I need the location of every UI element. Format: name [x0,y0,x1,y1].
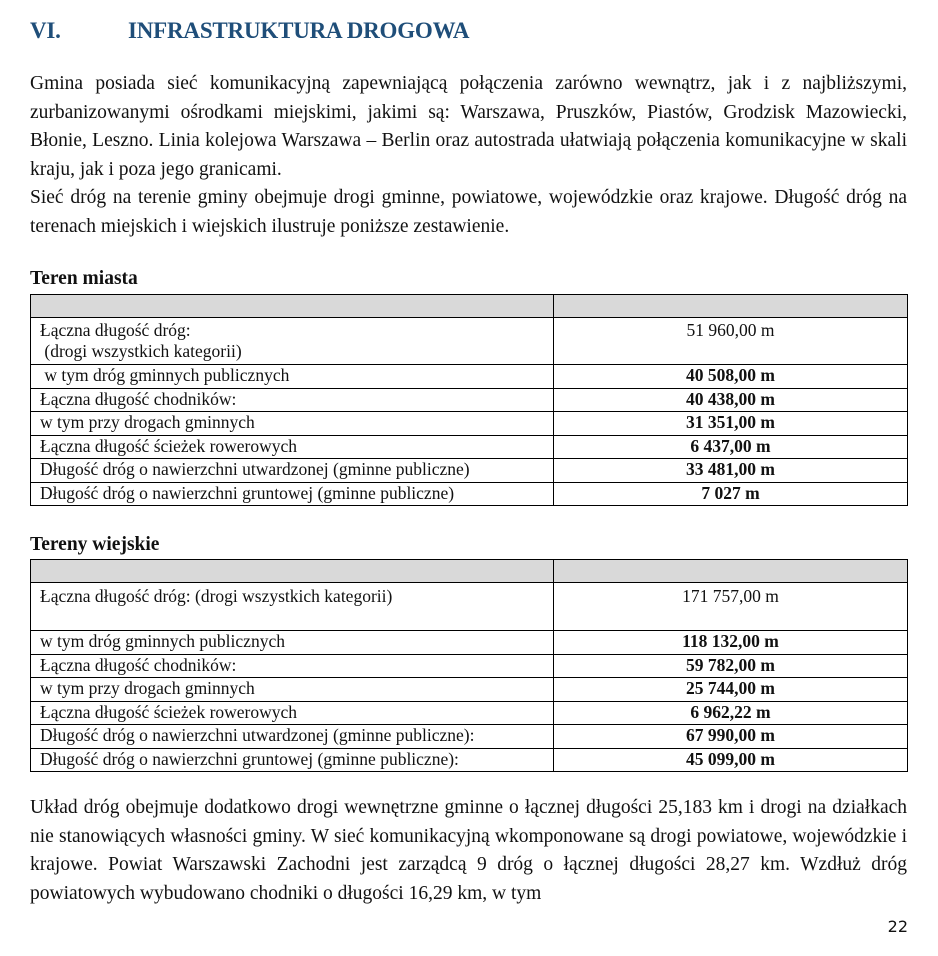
row-value: 118 132,00 m [554,631,908,655]
header-cell [554,560,908,583]
row-value: 7 027 m [554,482,908,506]
section-title: INFRASTRUKTURA DROGOWA [128,18,470,43]
table-header-row [31,560,908,583]
section-number: VI. [30,18,61,43]
row-value: 31 351,00 m [554,412,908,436]
page-number: 22 [887,917,908,936]
row-value: 33 481,00 m [554,459,908,483]
row-label-line-2: (drogi wszystkich kategorii) [40,341,242,361]
rural-roads-table [30,559,908,772]
table-row [31,459,908,483]
table-row [31,435,908,459]
row-label-line-1: Łączna długość dróg: [40,320,191,340]
row-label: w tym przy drogach gminnych [31,412,554,436]
row-label [31,318,554,365]
table-row [31,365,908,389]
table-row [31,678,908,702]
row-label: w tym dróg gminnych publicznych [31,365,554,389]
row-label: Łączna długość ścieżek rowerowych [31,701,554,725]
row-label: Długość dróg o nawierzchni utwardzonej (gminne publiczne) [31,459,554,483]
closing-text [30,794,907,908]
header-cell [554,295,908,318]
row-label: Łączna długość dróg: (drogi wszystkich kategorii) [31,583,554,631]
closing-paragraph: Układ dróg obejmuje dodatkowo drogi wewnętrzne gminne o łącznej długości 25,183 km i drogi na działkach nie stanowiących własności gminy. W sieć komunikacyjną wkomponowane są drogi powiatowe, wojewódzkie i krajowe. Powiat Warszawski Zachodni jest zarządcą 9 dróg o łącznej długości 28,27 km. Wzdłuż dróg powiatowych wybudowano chodniki o długości 16,29 km, w tym [30,797,907,904]
row-value: 25 744,00 m [554,678,908,702]
row-label: w tym dróg gminnych publicznych [31,631,554,655]
table-title-city: Teren miasta [30,268,138,289]
table-row [31,388,908,412]
city-roads-table [30,294,908,506]
row-value: 171 757,00 m [554,583,908,631]
intro-text [30,70,907,241]
row-label: Długość dróg o nawierzchni gruntowej (gminne publiczne): [31,748,554,772]
row-label: Długość dróg o nawierzchni gruntowej (gminne publiczne) [31,482,554,506]
row-value: 40 438,00 m [554,388,908,412]
row-value: 67 990,00 m [554,725,908,749]
row-value: 6 962,22 m [554,701,908,725]
table-row [31,318,908,365]
table-header-row [31,295,908,318]
row-label: w tym przy drogach gminnych [31,678,554,702]
row-label: Długość dróg o nawierzchni utwardzonej (gminne publiczne): [31,725,554,749]
row-value: 40 508,00 m [554,365,908,389]
table-row [31,701,908,725]
header-cell [31,295,554,318]
row-value: 59 782,00 m [554,654,908,678]
intro-paragraph-2: Sieć dróg na terenie gminy obejmuje drogi gminne, powiatowe, wojewódzkie oraz krajowe. Długość dróg na terenach miejskich i wiejskich ilustruje poniższe zestawienie. [30,187,907,237]
row-label: Łączna długość ścieżek rowerowych [31,435,554,459]
table-row [31,583,908,631]
table-row [31,654,908,678]
row-value: 51 960,00 m [554,318,908,365]
table-row [31,482,908,506]
row-value: 6 437,00 m [554,435,908,459]
table-row [31,412,908,436]
header-cell [31,560,554,583]
table-title-rural: Tereny wiejskie [30,534,160,555]
row-label: Łączna długość chodników: [31,388,554,412]
row-label: Łączna długość chodników: [31,654,554,678]
table-row [31,631,908,655]
intro-paragraph-1: Gmina posiada sieć komunikacyjną zapewniającą połączenia zarówno wewnątrz, jak i z najbliższymi, zurbanizowanymi ośrodkami miejskimi, jakimi są: Warszawa, Pruszków, Piastów, Grodzisk Mazowiecki, Błonie, Leszno. Linia kolejowa Warszawa – Berlin oraz autostrada ułatwiają połączenia komunikacyjne w skali kraju, jak i poza jego granicami. [30,73,907,180]
table-row [31,748,908,772]
table-row [31,725,908,749]
row-value: 45 099,00 m [554,748,908,772]
